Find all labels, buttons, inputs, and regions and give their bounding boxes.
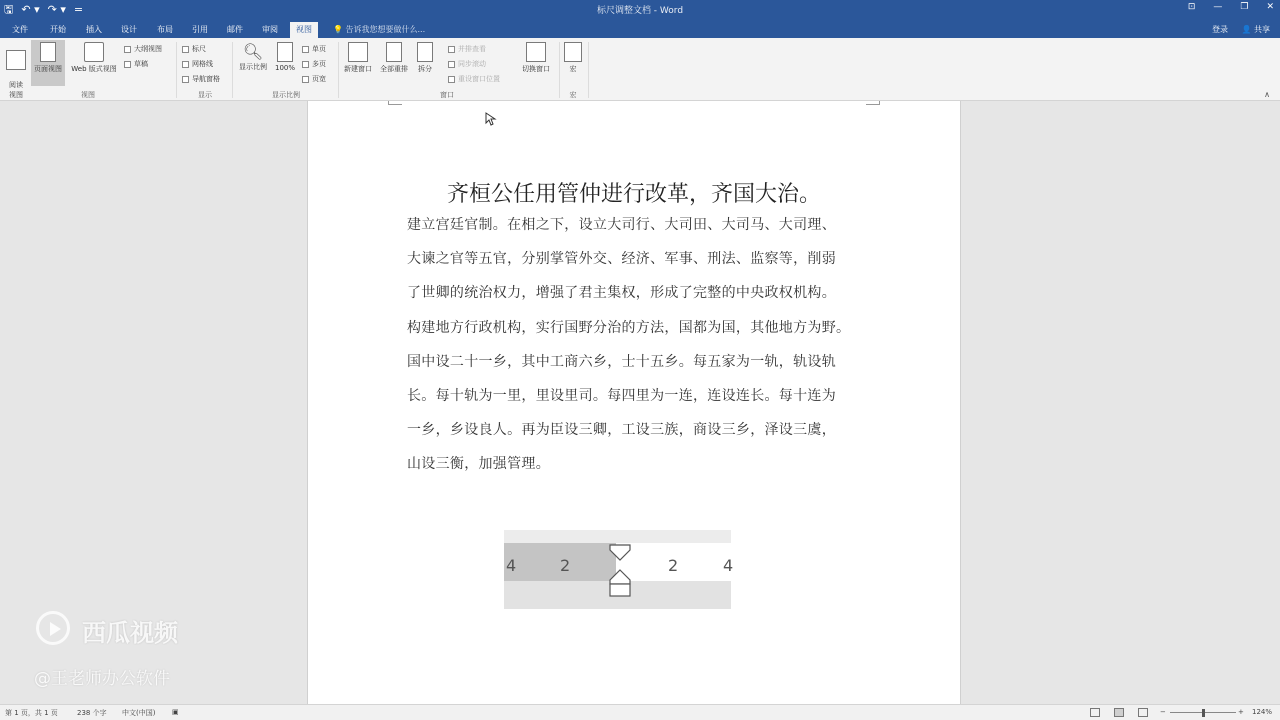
ruler-number: 4	[506, 556, 517, 575]
macros-icon	[564, 42, 582, 62]
split-icon	[417, 42, 433, 62]
text-line: 山设三衡，加强管理。	[407, 456, 550, 473]
margin-corner-right	[866, 101, 880, 105]
multiple-pages-label: 多页	[312, 60, 326, 68]
ruler-number: 2	[668, 556, 679, 575]
ruler-number: 4	[723, 556, 734, 575]
group-show-label: 显示	[198, 91, 212, 99]
read-mode-icon	[6, 50, 26, 70]
ruler-indent-image	[504, 530, 734, 609]
side-by-side-label: 并排查看	[458, 45, 486, 53]
text-line: 国中设二十一乡，其中工商六乡，士十五乡。每五家为一轨，轨设轨	[407, 353, 836, 370]
collapse-ribbon-icon[interactable]: ∧	[1264, 90, 1270, 99]
tab-home[interactable]: 开始	[50, 25, 66, 34]
ribbon	[0, 38, 1280, 101]
print-layout-button[interactable]	[31, 40, 65, 86]
separator	[176, 42, 177, 98]
zoom-100-button[interactable]	[273, 42, 297, 72]
reset-window-position-button[interactable]	[448, 74, 500, 84]
gridlines-label: 网格线	[192, 60, 213, 68]
gridlines-checkbox[interactable]	[182, 59, 213, 69]
gridlines-check-icon	[182, 61, 189, 68]
signin-link[interactable]: 登录	[1212, 25, 1228, 34]
magnifier-icon: 🔍︎	[242, 42, 264, 61]
restore-icon[interactable]: ❐	[1240, 2, 1249, 12]
window-controls	[1188, 2, 1274, 12]
reset-window-icon	[448, 76, 455, 83]
tell-me-text: 告诉我您想要做什么...	[345, 25, 426, 34]
text-line: 构建地方行政机构，实行国野分治的方法，国都为国，其他地方为野。	[407, 319, 851, 336]
document-paragraph	[407, 213, 869, 487]
watermark-handle: @王老师办公软件	[34, 669, 170, 689]
text-line: 一乡，乡设良人。再为臣设三卿，工设三族，商设三乡，泽设三虞，	[407, 422, 836, 439]
switch-windows-label: 切换窗口	[522, 65, 550, 73]
zoom-in-button[interactable]: +	[1238, 708, 1244, 716]
xigua-logo-icon	[36, 611, 70, 645]
status-bar	[0, 704, 1280, 720]
outline-view-button[interactable]	[124, 44, 162, 54]
zoom-button[interactable]	[236, 42, 270, 72]
new-window-icon	[348, 42, 368, 62]
tab-layout[interactable]: 布局	[157, 25, 173, 34]
page-count[interactable]: 第 1 页，共 1 页	[5, 709, 58, 717]
sync-scroll-icon	[448, 61, 455, 68]
word-count[interactable]: 238 个字	[77, 709, 107, 717]
share-label: 共享	[1254, 25, 1270, 34]
read-mode-view-icon[interactable]	[1090, 708, 1100, 717]
minimize-icon[interactable]: —	[1213, 2, 1223, 12]
macro-record-icon[interactable]: ▣	[172, 708, 179, 716]
ribbon-display-options-icon[interactable]: ⊡	[1187, 2, 1196, 12]
read-mode-label: 阅读 视图	[9, 81, 23, 99]
tab-mailings[interactable]: 邮件	[227, 25, 243, 34]
nav-pane-checkbox[interactable]	[182, 74, 220, 84]
draft-view-button[interactable]	[124, 59, 148, 69]
macros-label: 宏	[569, 65, 577, 73]
macros-button[interactable]	[562, 42, 584, 74]
multiple-pages-icon	[302, 61, 309, 68]
document-page[interactable]	[307, 101, 961, 704]
close-icon[interactable]: ✕	[1266, 2, 1274, 12]
margin-corner-left	[388, 101, 402, 105]
web-layout-view-icon[interactable]	[1138, 708, 1148, 717]
web-layout-label: Web 版式视图	[71, 65, 117, 73]
zoom-out-button[interactable]: −	[1160, 708, 1166, 716]
zoom-100-icon	[277, 42, 293, 62]
arrange-all-button[interactable]	[376, 42, 412, 74]
new-window-button[interactable]	[340, 42, 376, 74]
zoom-100-label: 100%	[274, 64, 295, 72]
ribbon-tabs	[0, 20, 1280, 38]
mouse-pointer-icon	[485, 112, 495, 126]
group-views-label: 视图	[81, 91, 95, 99]
group-macros-label: 宏	[569, 91, 577, 99]
ruler-number: 2	[560, 556, 571, 575]
text-line: 大谏之官等五官，分别掌管外交、经济、军事、刑法、监察等，削弱	[407, 251, 836, 268]
reset-window-label: 重设窗口位置	[458, 75, 500, 83]
draft-icon	[124, 61, 131, 68]
zoom-slider-thumb[interactable]	[1202, 709, 1205, 717]
print-layout-label: 页面视图	[34, 65, 62, 73]
group-zoom-label: 显示比例	[272, 91, 300, 99]
split-button[interactable]	[413, 42, 437, 74]
watermark-brand: 西瓜视频	[82, 619, 178, 647]
separator	[559, 42, 560, 98]
page-width-button[interactable]	[302, 74, 326, 84]
group-window-label: 窗口	[440, 91, 454, 99]
side-by-side-icon	[448, 46, 455, 53]
ruler-checkbox[interactable]	[182, 44, 206, 54]
page-width-label: 页宽	[312, 75, 326, 83]
print-layout-icon	[40, 42, 56, 62]
tab-references[interactable]: 引用	[192, 25, 208, 34]
switch-windows-icon	[526, 42, 546, 62]
new-window-label: 新建窗口	[344, 65, 372, 73]
text-line: 建立宫廷官制。在相之下，设立大司行、大司田、大司马、大司理、	[407, 217, 836, 233]
text-line: 了世卿的统治权力，增强了君主集权，形成了完整的中央政权机构。	[407, 285, 836, 302]
outline-icon	[124, 46, 131, 53]
one-page-button[interactable]	[302, 44, 326, 54]
side-by-side-button[interactable]	[448, 44, 486, 54]
arrange-all-label: 全部重排	[380, 65, 408, 73]
nav-pane-check-icon	[182, 76, 189, 83]
save-icon[interactable]: 🖫	[4, 3, 14, 16]
window-title: 标尺调整文档 - Word	[596, 6, 684, 16]
title-bar	[0, 0, 1280, 20]
language-status[interactable]: 中文(中国)	[122, 709, 156, 717]
tell-me-search[interactable]: 💡 告诉我您想要做什么...	[333, 25, 426, 34]
separator	[588, 42, 589, 98]
zoom-level[interactable]: 124%	[1252, 708, 1273, 716]
one-page-label: 单页	[312, 45, 326, 53]
document-heading: 齐桓公任用管仲进行改革，齐国大治。	[446, 182, 821, 207]
share-button[interactable]: 👤 共享	[1241, 25, 1270, 34]
separator	[338, 42, 339, 98]
zoom-label: 显示比例	[239, 63, 267, 71]
redo-icon[interactable]: ↷ ▾	[47, 3, 66, 16]
switch-windows-button[interactable]	[517, 42, 555, 74]
arrange-all-icon	[386, 42, 402, 62]
text-line: 长。每十轨为一里，里设里司。每四里为一连，连设连长。每十连为	[407, 387, 836, 404]
tab-design[interactable]: 设计	[121, 25, 137, 34]
tab-view[interactable]: 视图	[290, 22, 318, 38]
ruler-label: 标尺	[192, 45, 206, 53]
ruler-check-icon	[182, 46, 189, 53]
ruler-top-band	[504, 530, 731, 543]
tab-review[interactable]: 审阅	[262, 25, 278, 34]
read-mode-button[interactable]	[3, 42, 29, 100]
tab-file[interactable]: 文件	[12, 25, 28, 34]
one-page-icon	[302, 46, 309, 53]
undo-icon[interactable]: ↶ ▾	[21, 3, 40, 16]
web-layout-icon	[84, 42, 104, 62]
tab-insert[interactable]: 插入	[86, 25, 102, 34]
page-width-icon	[302, 76, 309, 83]
sync-scroll-label: 同步滚动	[458, 60, 486, 68]
nav-pane-label: 导航窗格	[192, 75, 220, 83]
draft-label: 草稿	[134, 60, 148, 68]
indent-marker-icon	[608, 544, 632, 598]
customize-qat-icon[interactable]: =	[73, 3, 84, 16]
multiple-pages-button[interactable]	[302, 59, 326, 69]
separator	[232, 42, 233, 98]
split-label: 拆分	[418, 65, 432, 73]
print-layout-view-icon[interactable]	[1114, 708, 1124, 717]
outline-label: 大纲视图	[134, 45, 162, 53]
sync-scroll-button[interactable]	[448, 59, 486, 69]
web-layout-button[interactable]	[67, 42, 121, 74]
